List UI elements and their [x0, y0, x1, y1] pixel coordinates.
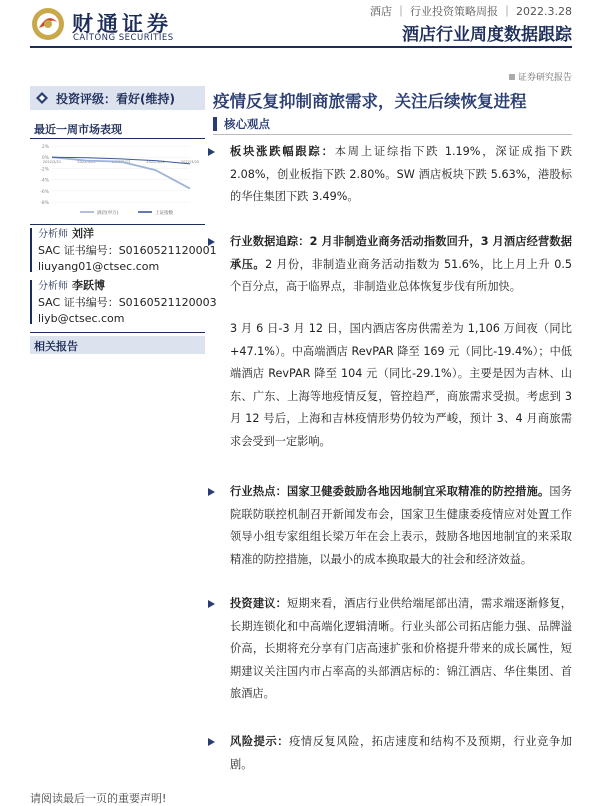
dept-text: 证券研究报告 — [517, 73, 572, 83]
x-tick-label: 2022/3/23 — [111, 160, 131, 165]
rating-box — [30, 86, 205, 110]
x-tick-label: 2022/3/21 — [42, 160, 62, 165]
bullet-arrow-icon — [208, 488, 215, 496]
x-tick-label: 2022/3/24 — [146, 160, 165, 165]
report-series-title: 酒店行业周度数据跟踪 — [402, 25, 572, 45]
bullet-arrow-icon — [208, 600, 215, 608]
key-points-heading: 核心观点 — [224, 117, 270, 131]
analyst-label: 分析师 — [38, 281, 68, 292]
analyst-label: 分析师 — [38, 229, 68, 240]
para-bold: 风险提示： — [230, 735, 290, 748]
para-bold: 行业热点：国家卫健委鼓励各地因地制宜采取精准的防控措施。 — [230, 485, 550, 498]
y-tick-label: -2% — [40, 167, 49, 173]
para-bold: 行业数据追踪：2 月非制造业商务活动指数回升，3 月酒店经营数据承压。 — [230, 235, 572, 271]
para-text: 本周上证综指下跌 1.19%，深证成指下跌 2.08%，创业板指下跌 2.80%。SW 酒店板块下跌 5.63%，港股标的华住集团下跌 3.49%。 — [230, 145, 572, 203]
para-industry-hotspot — [230, 481, 572, 571]
square-icon — [509, 74, 515, 80]
analyst-sac: SAC 证书编号：S0160521120003 — [38, 296, 217, 309]
dept-label — [509, 70, 572, 83]
analyst-bar — [30, 228, 32, 272]
para-text: 短期来看，酒店行业供给端尾部出清，需求端逐渐修复，长期连锁化和中高端化逻辑清晰。行业头部公司拓店能力强、品牌溢价高，长期将充分享有门店高速扩张和价格提升带来的成长属性，短期建议关注国内市占率高的头部酒店标的：锦江酒店、华住集团、首旅酒店。 — [230, 597, 572, 700]
para-bold: 投资建议： — [230, 597, 288, 610]
bullet-arrow-icon — [208, 148, 215, 156]
related-reports — [30, 336, 205, 354]
analyst-name: 刘洋 — [72, 227, 94, 240]
analyst-bar — [30, 280, 32, 324]
analyst-divider — [30, 224, 205, 225]
logo-text-cn: 财通证券 — [72, 12, 172, 36]
y-tick-label: -8% — [40, 201, 49, 206]
market-performance-chart — [30, 140, 205, 220]
logo-mark-icon — [30, 6, 66, 42]
market-heading: 最近一周市场表现 — [34, 123, 122, 136]
y-tick-label: -6% — [40, 189, 49, 195]
analyst-email[interactable]: liuyang01@ctsec.com — [38, 260, 160, 273]
report-headline: 疫情反复抑制商旅需求，关注后续恢复进程 — [213, 92, 527, 111]
market-divider — [30, 138, 205, 139]
x-tick-label: 2022/3/25 — [180, 160, 200, 165]
para-sector-performance — [230, 141, 572, 209]
para-bold: 板块涨跌幅跟踪： — [230, 145, 335, 158]
y-tick-label: 0% — [41, 156, 49, 162]
legend-label: 上证指数 — [155, 211, 173, 216]
para-investment-advice — [230, 593, 572, 706]
related-heading: 相关报告 — [34, 340, 78, 353]
analyst-name: 李跃博 — [72, 279, 105, 292]
para-text: 2 月份，非制造业商务活动指数为 51.6%，比上月上升 0.5 个百分点，高于临界点，非制造业总体恢复步伐有所加快。 — [230, 257, 572, 293]
para-risk — [230, 731, 572, 776]
analyst-email[interactable]: liyb@ctsec.com — [38, 312, 125, 325]
para-industry-data — [230, 231, 572, 299]
related-divider — [30, 332, 205, 333]
para-hotel-data: 3 月 6 日-3 月 12 日，国内酒店客房供需差为 1,106 万间夜（同比+47.1%）。中高端酒店 RevPAR 降至 169 元（同比-19.4%）；中低端酒店 RevPAR 降至 104 元（同比-29.1%）。主要是因为吉林、山东、广东、上海等地疫情反复，管控趋严，商旅需求受损。考虑到 3 月 12 号后，上海和吉林疫情形势仍较为严峻，预计 3、4 月商旅需求会受到一定影响。 — [230, 322, 572, 448]
analyst-sac: SAC 证书编号：S0160521120001 — [38, 244, 217, 257]
y-tick-label: 2% — [41, 145, 49, 150]
diamond-icon — [36, 92, 48, 104]
legend-label: 酒店(申万) — [97, 211, 119, 216]
logo-text-en: CAITONG SECURITIES — [73, 33, 174, 43]
bullet-arrow-icon — [208, 238, 215, 246]
header-divider — [30, 46, 572, 48]
para-text: 国务院联防联控机制召开新闻发布会，国家卫生健康委疫情应对处置工作领导小组专家组组长梁万年在会上表示，鼓励各地因地制宜的来采取精准的防控措施，以最小的成本换取最大的社会和经济效益。 — [230, 485, 572, 566]
analyst-1 — [38, 226, 217, 275]
x-tick-label: 2022/3/22 — [77, 160, 96, 165]
key-points-divider — [213, 134, 572, 135]
bullet-arrow-icon — [208, 738, 215, 746]
y-tick-label: -4% — [40, 178, 49, 184]
company-logo — [30, 4, 210, 46]
footer-disclaimer: 请阅读最后一页的重要声明! — [30, 792, 167, 805]
key-points-bar — [213, 117, 217, 131]
para-text: 疫情反复风险，拓店速度和结构不及预期，行业竞争加剧。 — [230, 735, 572, 771]
rating-text: 投资评级：看好(维持) — [56, 92, 175, 106]
analyst-2 — [38, 278, 217, 327]
header-meta: 酒店 ｜ 行业投资策略周报 ｜ 2022.3.28 — [370, 5, 572, 18]
